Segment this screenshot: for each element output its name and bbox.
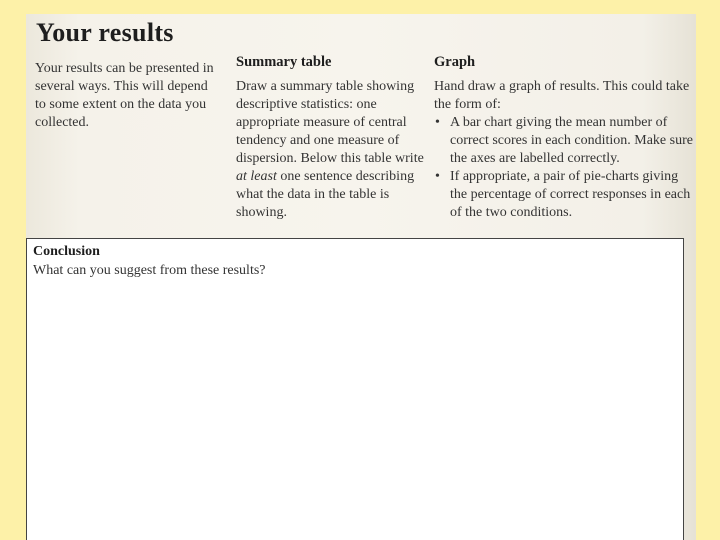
conclusion-question: What can you suggest from these results? [33, 263, 266, 278]
summary-text-part1: Draw a summary table showing descriptive statistics: one appropriate measure of central tendency and one measure of dispersion. Below this table write [236, 79, 424, 166]
graph-bullet-bar-chart: • A bar chart giving the mean number of correct scores in each condition. Make sure the axes are labelled correctly. [434, 114, 694, 168]
conclusion-heading: Conclusion [33, 244, 100, 259]
graph-bullet-pie-charts: • If appropriate, a pair of pie-charts giving the percentage of correct responses in each of the two conditions. [434, 168, 694, 222]
summary-text-emphasis: at least [236, 169, 277, 184]
graph-intro: Hand draw a graph of results. This could take the form of: [434, 79, 690, 112]
summary-table-heading: Summary table [236, 54, 332, 70]
graph-heading: Graph [434, 54, 476, 70]
page-title: Your results [36, 18, 174, 47]
conclusion-answer-box[interactable] [26, 238, 684, 540]
summary-text-part2: one sentence describing what the data in the table is showing. [236, 169, 415, 220]
summary-table-instructions [236, 78, 426, 222]
graph-bullet-list [434, 114, 694, 222]
intro-text: Your results can be presented in several ways. This will depend to some extent on the data you collected. [35, 61, 214, 130]
graph-instructions [434, 78, 694, 222]
